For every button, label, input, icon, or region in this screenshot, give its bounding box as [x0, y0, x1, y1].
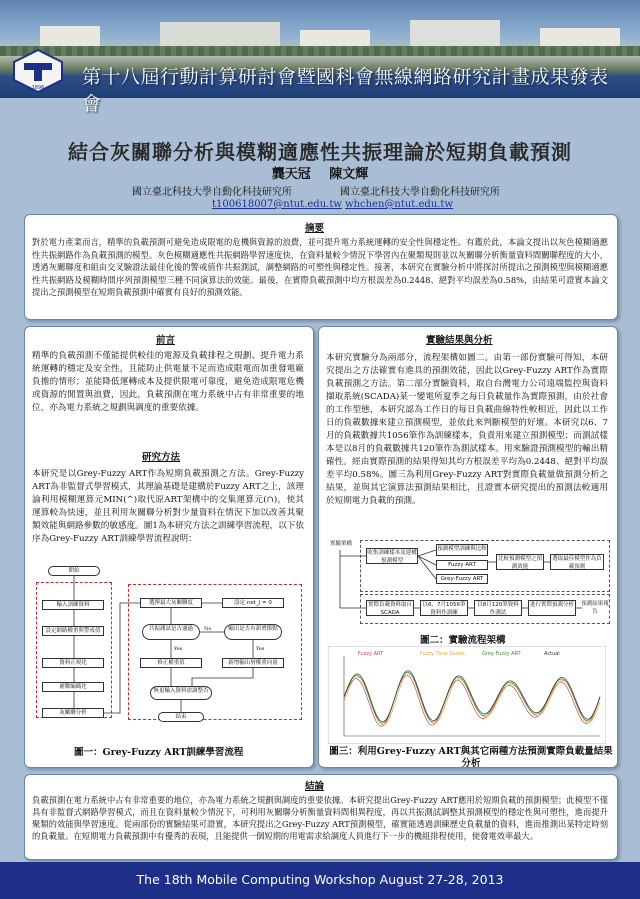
flow-arrows — [324, 536, 612, 630]
flow-label: 預測結果報告 — [581, 601, 609, 615]
flow-box: 輸入訓練資料 — [42, 600, 104, 610]
email-link[interactable]: whchen@ntut.edu.tw — [345, 199, 454, 210]
flow-label: No — [204, 626, 212, 632]
flow-decision: 無更輸入資料需調整否 — [150, 686, 212, 700]
flow-box: 以8月120筆資料作測試 — [474, 600, 522, 616]
building-image — [540, 28, 620, 48]
author-name: 龔天冠 — [271, 167, 311, 182]
building-image — [40, 26, 100, 48]
affiliation: 國立臺北科技大學自動化科技研究所 — [132, 187, 292, 198]
legend-label: Fuzzy Time Series — [420, 651, 465, 657]
intro-heading: 前言 — [156, 335, 176, 346]
flow-box: 新增輸出層權重向量 — [222, 658, 284, 668]
flow-decision: 共振測試是否通過 — [142, 624, 200, 640]
results-heading: 實驗結果與分析 — [426, 335, 493, 346]
flow-box: 資料正規化 — [42, 658, 104, 668]
flow-arrows — [32, 562, 304, 738]
figure1-flowchart — [32, 562, 304, 738]
building-image — [160, 22, 280, 48]
flow-box: 選擇最大灰關聯度 — [140, 598, 202, 608]
flow-box: 預測模型訓練與比較 — [436, 544, 488, 556]
figure1-caption: 圖一：Grey-Fuzzy ART訓練學習流程 — [74, 747, 244, 758]
logo-year: 1896 — [31, 85, 45, 91]
building-image — [410, 20, 500, 48]
flow-label: Yes — [256, 646, 265, 652]
legend-label: Grey-Fuzzy ART — [482, 651, 521, 657]
results-text: 本研究實驗分為兩部分，流程架構如圖二。由第一部份實驗可得知，本研究提出之方法確實有進具的預測效能，因此以Grey-Fuzzy ART作為實際負載預測之方法。第二部分實驗資料，取自台灣電力公司遠端監控與資料擷取系統(SCADA)某一變電所夏季之每日負載量作為實際預測，由於社會的工作型態，本研究認為工作日的每日負載曲線特性較相近，因此以工作日的負載數據來建立預測模型，並依此來判斷模型的好壞。本研究以6、7月的負載數據共1056筆作為訓練樣本，負責用來建立預測模型；而測試樣本是以8月的負載數據共120筆作為測試樣本。用來驗證預測模型的輸出精確性。經由實際預測的結果得知其均方根誤差平均為0.2448、絕對平均誤差平均0.58%。圖三為利用Grey-Fuzzy ART對實際負載量做預測分析之結果，並與其它演算法預測結果相比，且證實本研究提出的預測法較適用於短期電力負載的預測。 — [326, 353, 608, 506]
flow-decision: 輸出是否有新增節點 — [224, 624, 282, 640]
flow-box: 修正權重值 — [140, 658, 202, 668]
authors — [0, 163, 640, 182]
figure2-flow — [324, 536, 612, 630]
conference-title: 第十八屆行動計算研討會暨國科會無線網路研究計畫成果發表會 — [82, 66, 609, 115]
figure2-caption: 圖二：實驗流程架構 — [420, 635, 506, 646]
flow-label: 實驗架構 — [329, 541, 352, 547]
method-text: 本研究是以Grey-Fuzzy ART作為短期負載預測之方法。Grey-Fuzzy ART為非監督式學習模式，其理論基礎是建構於Fuzzy ART之上，該理論利用模糊運算元MIN(^)取代原ART架構中的交集運算元(∩)，使其運算較為快速，並且利用灰關聯分析對少量資料在情況下加以改善其聚類效能與網路參數的敏感度。圖1為本研究方法之訓練學習流程，以下依序為Grey-Fuzzy ART訓練學習流程說明： — [32, 469, 304, 544]
legend-label: Actual — [544, 651, 560, 657]
flow-end: 結束 — [158, 712, 204, 722]
university-logo — [12, 48, 64, 94]
flow-box: 灰關聯分析 — [42, 708, 104, 718]
treeline-decor — [0, 46, 640, 56]
flow-box: 比較預測模型之預測效能 — [497, 556, 542, 570]
flow-box: 以6、7月1056筆資料作訓練 — [420, 600, 468, 616]
abstract-text: 對於電力產業而言，精準的負載預測可避免造成限電的危機與資源的浪費，並可提升電力系統運轉的安全性與穩定性。有鑑於此，本論文提出以灰色模糊適應性共振網路作為負載預測的模型。灰色模糊適應性共振網路學習速度快，在資料量較少情況下學習內在聚類規則並以灰關聯分析衡量資料間關聯程度的大小，透過灰關聯度和組由交叉驗證法最佳化後的警戒值作共振測試，調整網路的可塑性與穩定性。接著，本研究在實驗分析中將探討所提出之預測模型與模糊適應性共振網路及模糊時間序列預測模型三種不同演算法的效能。最後，在實際負載預測中均方根誤差為0.2448、絕對平均誤差為0.58%，由結果可證實本論文提出之預測模型在短期負載預測中確實有良好的預測效能。 — [32, 237, 608, 297]
figure3-caption: 圖三：利用Grey-Fuzzy ART與其它兩種方法預測實際負載量結果分析 — [329, 746, 613, 769]
author-name: 陳文輝 — [329, 167, 369, 182]
flow-label: Yes — [174, 646, 183, 652]
flow-box: 設定網路權重與警戒值 — [42, 626, 104, 636]
flow-box: 實際負載資料取自SCADA — [367, 602, 412, 616]
flow-box: 選取最佳模型作為負載預測 — [550, 554, 604, 570]
paper-title: 結合灰關聯分析與模糊適應性共振理論於短期負載預測 — [68, 140, 572, 164]
flow-box: Fuzzy ART — [436, 560, 488, 570]
flow-box: 收集訓練樣本及建構預測模型 — [367, 550, 417, 564]
conclusion-heading: 結論 — [305, 781, 325, 792]
chart-frame — [328, 646, 606, 744]
email-link[interactable]: t100618007@ntut.edu.tw — [212, 199, 342, 210]
conclusion-text: 負載預測在電力系統中占有非常重要的地位，亦為電力系統之規劃與調度的重要依據。本研究提出Grey-Fuzzy ART應用於短期負載的預測模型；此模型不僅具有非監督式網路學習模式，而且在資料量較少情況下，可利用灰關聯分析衡量資料間相異程度，再以共振測試調整其預測模型的穩定性與可塑性，進而提升聚類的效能與學習速度。從兩部份的實驗結果可證實，本研究提出之Grey-Fuzzy ART預測模型，確實能透過訓練歷史負載量的資料，進而推測出某特定時刻的負載量。在短期電力負載預測中有優秀的表現，且能提供一個短期的用電需求給調度人員進行下一步的機組排程使用，使發電效率最大。 — [32, 795, 608, 841]
figure3-chart — [328, 646, 606, 744]
flow-box: 設定 net_j = 0 — [222, 598, 284, 608]
flow-box: 補數編碼化 — [42, 682, 104, 692]
flow-start: 開始 — [48, 566, 100, 576]
intro-text: 精準的負載預測不僅能提供較佳的電源及負載排程之規劃、提升電力系統運轉的穩定及安全性，且能防止供電量不足而造成限電而加重發電廠負擔的情形；並能降低運轉成本及提供限電可靠度，避免造成限電危機或資源的閒置與浪費，因此，負載預測在電力系統中占有非常重要的地位，亦為電力系統之規劃與調度的重要依據。 — [32, 351, 304, 413]
affiliation: 國立臺北科技大學自動化科技研究所 — [340, 187, 500, 198]
flow-box: Grey-Fuzzy ART — [436, 574, 488, 584]
flow-box: 進行實際預測分析 — [528, 600, 576, 616]
footer-text: The 18th Mobile Computing Workshop August 27-28, 2013 — [136, 872, 504, 887]
method-heading: 研究方法 — [142, 452, 181, 463]
abstract-heading: 摘要 — [305, 223, 325, 234]
legend-label: Fuzzy ART — [358, 651, 384, 657]
